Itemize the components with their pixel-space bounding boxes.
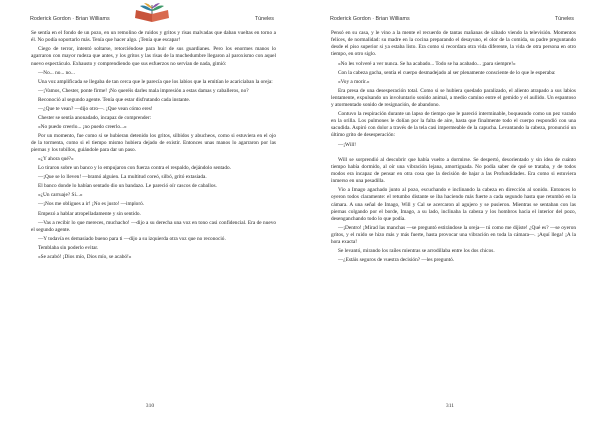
paragraph: —¡Nos me obligues a ir! ¡No es justo! —imploró.	[38, 201, 145, 208]
paragraph: Con la cabeza gacha, sentía el cuerpo desmadejado al ser plenamente consciente de lo que le esperaba:	[338, 69, 556, 76]
paragraph: «Voy a morir.»	[338, 78, 370, 85]
paragraph: —¿Que te vean? —dijo otro—. ¡Que vean cómo eres!	[38, 105, 153, 112]
paragraph: Reconoció al segundo agente. Tenía que estar disfrutando cada instante.	[38, 96, 191, 103]
paragraph: Se sentía en el fondo de un pozo, en un remolino de ruidos y gritos y risas malvadas que daban vueltas en torno a él. No podía soportarlo más. Tenía que hacer algo. ¡Tenía que escapar!	[31, 30, 276, 44]
paragraph: —No... no... no...	[38, 69, 75, 76]
paragraph: —Vas a recibir lo que mereces, muchacho! —dijo a su derecha una voz en tono casi confidencial. Era de nuevo el segundo agente.	[31, 219, 276, 233]
running-header-author: Roderick Gordon · Brian Williams	[30, 16, 110, 22]
running-header-title: Túneles	[554, 16, 574, 22]
paragraph: «Se acabó! ¡Dios mío, Dios mío, se acabó!»	[38, 253, 132, 260]
paragraph: —¡Will!	[338, 141, 357, 148]
paragraph: —Y todavía es demasiado bueno para ti —dijo a su izquierda otra voz que no reconoció.	[38, 235, 226, 242]
paragraph: El banco donde lo habían sentado dio un bandazo. Le pareció oír cascos de caballos.	[38, 183, 217, 190]
paragraph: —¡Vamos, Chester, ponte firme! ¡No queréis darles mala impresión a estas damas y caballeros, no?	[38, 87, 249, 94]
paragraph: —¡Que se lo lleven! —bramó alguien. La multitud coreó, silbó, gritó extasiada.	[38, 174, 207, 181]
paragraph: —¿Estáis seguros de vuestra decisión? —les preguntó.	[338, 257, 455, 264]
paragraph: Una voz amplificada se llegaba de tan cerca que le parecía que los labios que la emitían le acariciaban la oreja:	[38, 78, 273, 85]
page-number: 311	[445, 403, 455, 409]
paragraph: «¿Un carruaje? Sí...»	[38, 192, 83, 199]
paragraph: Se levantó, mirando los raíles mientras se arrodillaba entre los dos chicos.	[338, 248, 495, 255]
running-header-author: Roderick Gordon · Brian Williams	[330, 16, 410, 22]
running-header-title: Túneles	[254, 16, 274, 22]
paragraph: Pensó en su casa, y le vino a la mente el recuerdo de tantas mañanas de sábado viendo la televisión. Momentos felices, de normalidad: su madre en la cocina preparando el desayuno, el olor de la comida, su padre preguntando desde el piso superior si ya estaba listo. Era como si recordara otra vida diferente, la vida de otra persona en otro tiempo, en otro siglo.	[331, 30, 576, 58]
right-page	[300, 0, 600, 424]
left-page-body	[31, 30, 276, 263]
paragraph: Lo tiraron sobre un banco y lo empujaron con fuerza contra el respaldo, dejándolo sentado.	[38, 165, 231, 172]
paragraph: —¡Dentro! ¡Mirad las manchas —se preguntó estirándose la oreja— tú como me dijiste! ¿Qué es? —se oyeron gritos, y el ruido se hizo más y más fuerte, hasta provocar una vibración en toda la cámara—. ¡Aquí llega! ¡A la hora exacta!	[331, 224, 576, 246]
paragraph: Chester se sentía anonadado, incapaz de comprender:	[38, 114, 152, 121]
paragraph: Vio a Imago agachado junto al pozo, escuchando e inclinando la cabeza en dirección al sonido. Entonces lo oyeron todos claramente: el retumbo distante se iba haciendo más fuerte a cada segundo hasta que retumbó en la cámara. A una señal de Imago, Will y Cal se acercaron al agujero y se pusieron. Mientras se sentaban con las piernas colgando por el borde, Imago, a su lado, inclinaba la cabeza y los hombros hacia el interior del pozo, desenganchando todo lo que podía.	[331, 187, 576, 222]
paragraph: Era presa de una desesperación total. Como si se hubiera quedado paralizado, el aliento atrapado a sus labios lentamente, expulsando un involuntario sonido animal, a medio camino entre el gemido y el aullido. Un espantoso y atormentado sonido de resignación, de abandono.	[331, 87, 576, 108]
paragraph: Ciego de terror, intentó soltarse, retorciéndose para huir de sus guardianes. Pero los enormes manos lo agarraron con mayor rudeza que antes, y los gritos y las risas de la muchedumbre llegaron al paroxismo con aquel nuevo espectáculo. Exhausto y comprendiendo que sus esfuerzos no servían de nada, gimió:	[31, 46, 276, 67]
right-page-body	[331, 30, 576, 266]
paragraph: Will se sorprendió al descubrir que había vuelto a dormirse. Se despertó, desorientado y sin idea de cuánto tiempo había dormido, al oír una vibración lejana, amortiguada. No podía saber de qué se trataba, y de todos modos era incapaz de pensar en otra cosa que la decisión de bajar a las Profundidades. Era como si estuviera inmerso en una pesadilla.	[331, 156, 576, 185]
paragraph: Temblaba sin poderlo evitar.	[38, 244, 99, 251]
paragraph: «No les volveré a ver nunca. Se ha acabado... Todo se ha acabado... ¡para siempre!»	[338, 60, 516, 67]
paragraph: Por un momento, fue como si se hubieran detenido los gritos, silbidos y abucheos, como si estuviera en el ojo de la tormenta, como si el tiempo mismo hubiera dejado de existir. Entonces unas manos lo agarraron por las piernas y los tobillos, guiándole para dar un paso.	[31, 132, 276, 154]
paragraph: «¿Y ahora qué?»	[38, 156, 74, 163]
paragraph: «No puedo creerlo... ¡no puedo creerlo...»	[38, 123, 127, 130]
paragraph: Contuvo la respiración durante un lapso de tiempo que le pareció interminable, boqueando como un pez varado en la orilla. Los pulmones le dolían por la falta de aire, hasta que finalmente todo el cuerpo respondió con una sacudida. Aspiró con dolor a través de la tela casi impermeable de la capucha. Levantando la cabeza, pronunció un último grito de desesperación:	[331, 111, 576, 139]
page-number: 310	[145, 403, 155, 409]
paragraph: Empezó a hablar atropelladamente y sin sentido.	[38, 210, 141, 217]
